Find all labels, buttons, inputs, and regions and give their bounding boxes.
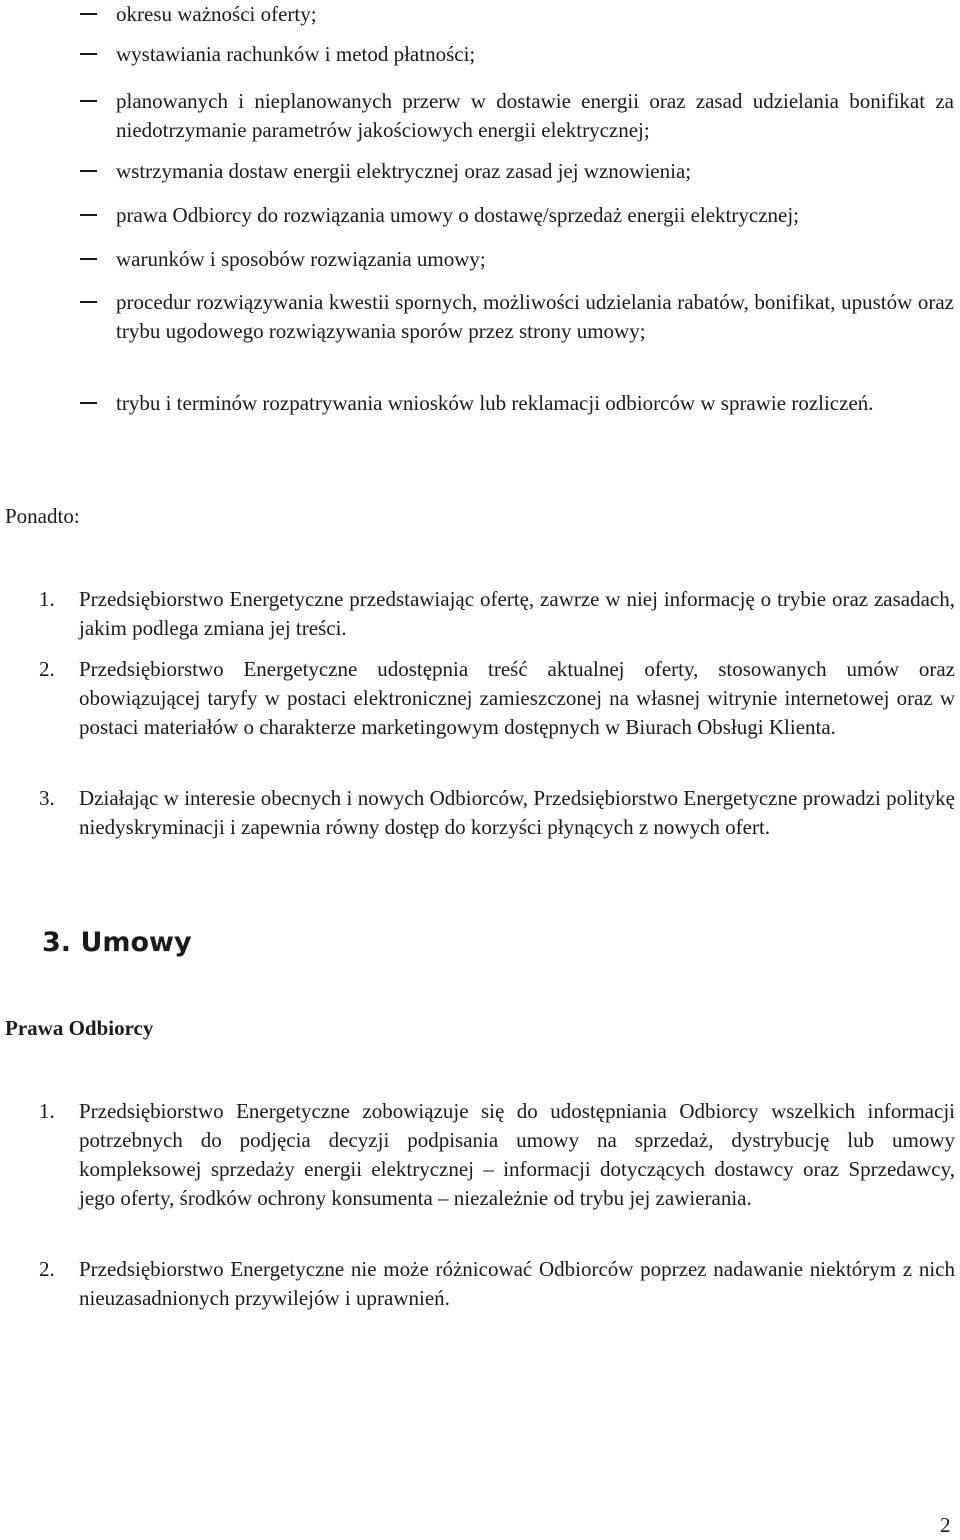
- numbered-item: [39, 585, 955, 643]
- item-text: Działając w interesie obecnych i nowych Odbiorców, Przedsiębiorstwo Energetyczne prowadzi politykę niedyskryminacji i zapewnia równy dostęp do korzyści płynących z nowych ofert.: [79, 786, 955, 839]
- item-number: 1.: [39, 587, 55, 611]
- bullet-item: [116, 0, 954, 29]
- bullet-text: wstrzymania dostaw energii elektrycznej oraz zasad jej wznowienia;: [116, 159, 692, 183]
- item-text: Przedsiębiorstwo Energetyczne przedstawiając ofertę, zawrze w niej informację o trybie oraz zasadach, jakim podlega zmiana jej treści.: [79, 587, 955, 640]
- bullet-item: [116, 157, 954, 186]
- bullet-item: [116, 389, 954, 418]
- bullet-text: wystawiania rachunków i metod płatności;: [116, 42, 476, 66]
- bullet-text: procedur rozwiązywania kwestii spornych, możliwości udzielania rabatów, bonifikat, upustów oraz trybu ugodowego rozwiązywania sporów przez strony umowy;: [116, 290, 954, 343]
- subheading: Prawa Odbiorcy: [5, 1016, 154, 1040]
- item-text: Przedsiębiorstwo Energetyczne nie może różnicować Odbiorców poprzez nadawanie niektórym z nich nieuzasadnionych przywilejów i uprawnień.: [79, 1257, 955, 1310]
- bullet-item: [116, 288, 954, 346]
- bullet-item: [116, 40, 954, 69]
- bullet-text: planowanych i nieplanowanych przerw w dostawie energii oraz zasad udzielania bonifikat za niedotrzymanie parametrów jakościowych energii elektrycznej;: [116, 89, 954, 142]
- numbered-item: [39, 655, 955, 742]
- dash-bullet-icon: [80, 258, 97, 260]
- bullet-item: [116, 245, 954, 274]
- dash-bullet-icon: [80, 13, 97, 15]
- dash-bullet-icon: [80, 402, 97, 404]
- dash-bullet-icon: [80, 214, 97, 216]
- numbered-item: [39, 784, 955, 842]
- dash-bullet-icon: [80, 53, 97, 55]
- bullet-text: trybu i terminów rozpatrywania wniosków lub reklamacji odbiorców w sprawie rozliczeń.: [116, 391, 874, 415]
- item-number: 2.: [39, 1257, 55, 1281]
- section-title: 3. Umowy: [42, 927, 192, 958]
- numbered-item: [39, 1255, 955, 1313]
- item-number: 3.: [39, 786, 55, 810]
- bullet-text: prawa Odbiorcy do rozwiązania umowy o dostawę/sprzedaż energii elektrycznej;: [116, 203, 800, 227]
- bullet-text: okresu ważności oferty;: [116, 2, 317, 26]
- numbered-item: [39, 1097, 955, 1213]
- bullet-text: warunków i sposobów rozwiązania umowy;: [116, 247, 486, 271]
- dash-bullet-icon: [80, 100, 97, 102]
- item-number: 2.: [39, 657, 55, 681]
- item-text: Przedsiębiorstwo Energetyczne udostępnia treść aktualnej oferty, stosowanych umów oraz obowiązującej taryfy w postaci elektronicznej zamieszczonej na własnej witrynie internetowej oraz w postaci materiałów o charakterze marketingowym dostępnych w Biurach Obsługi Klienta.: [79, 657, 955, 739]
- dash-bullet-icon: [80, 170, 97, 172]
- dash-bullet-icon: [80, 301, 97, 303]
- item-number: 1.: [39, 1099, 55, 1123]
- page-number: 2: [940, 1513, 951, 1537]
- item-text: Przedsiębiorstwo Energetyczne zobowiązuje się do udostępniania Odbiorcy wszelkich informacji potrzebnych do podjęcia decyzji podpisania umowy na sprzedaż, dystrybucję lub umowy kompleksowej sprzedaży energii elektrycznej – informacji dotyczących dostawcy oraz Sprzedawcy, jego oferty, środków ochrony konsumenta – niezależnie od trybu jej zawierania.: [79, 1099, 955, 1210]
- bullet-item: [116, 87, 954, 145]
- bullet-item: [116, 201, 954, 230]
- ponadto-label: Ponadto:: [5, 504, 80, 528]
